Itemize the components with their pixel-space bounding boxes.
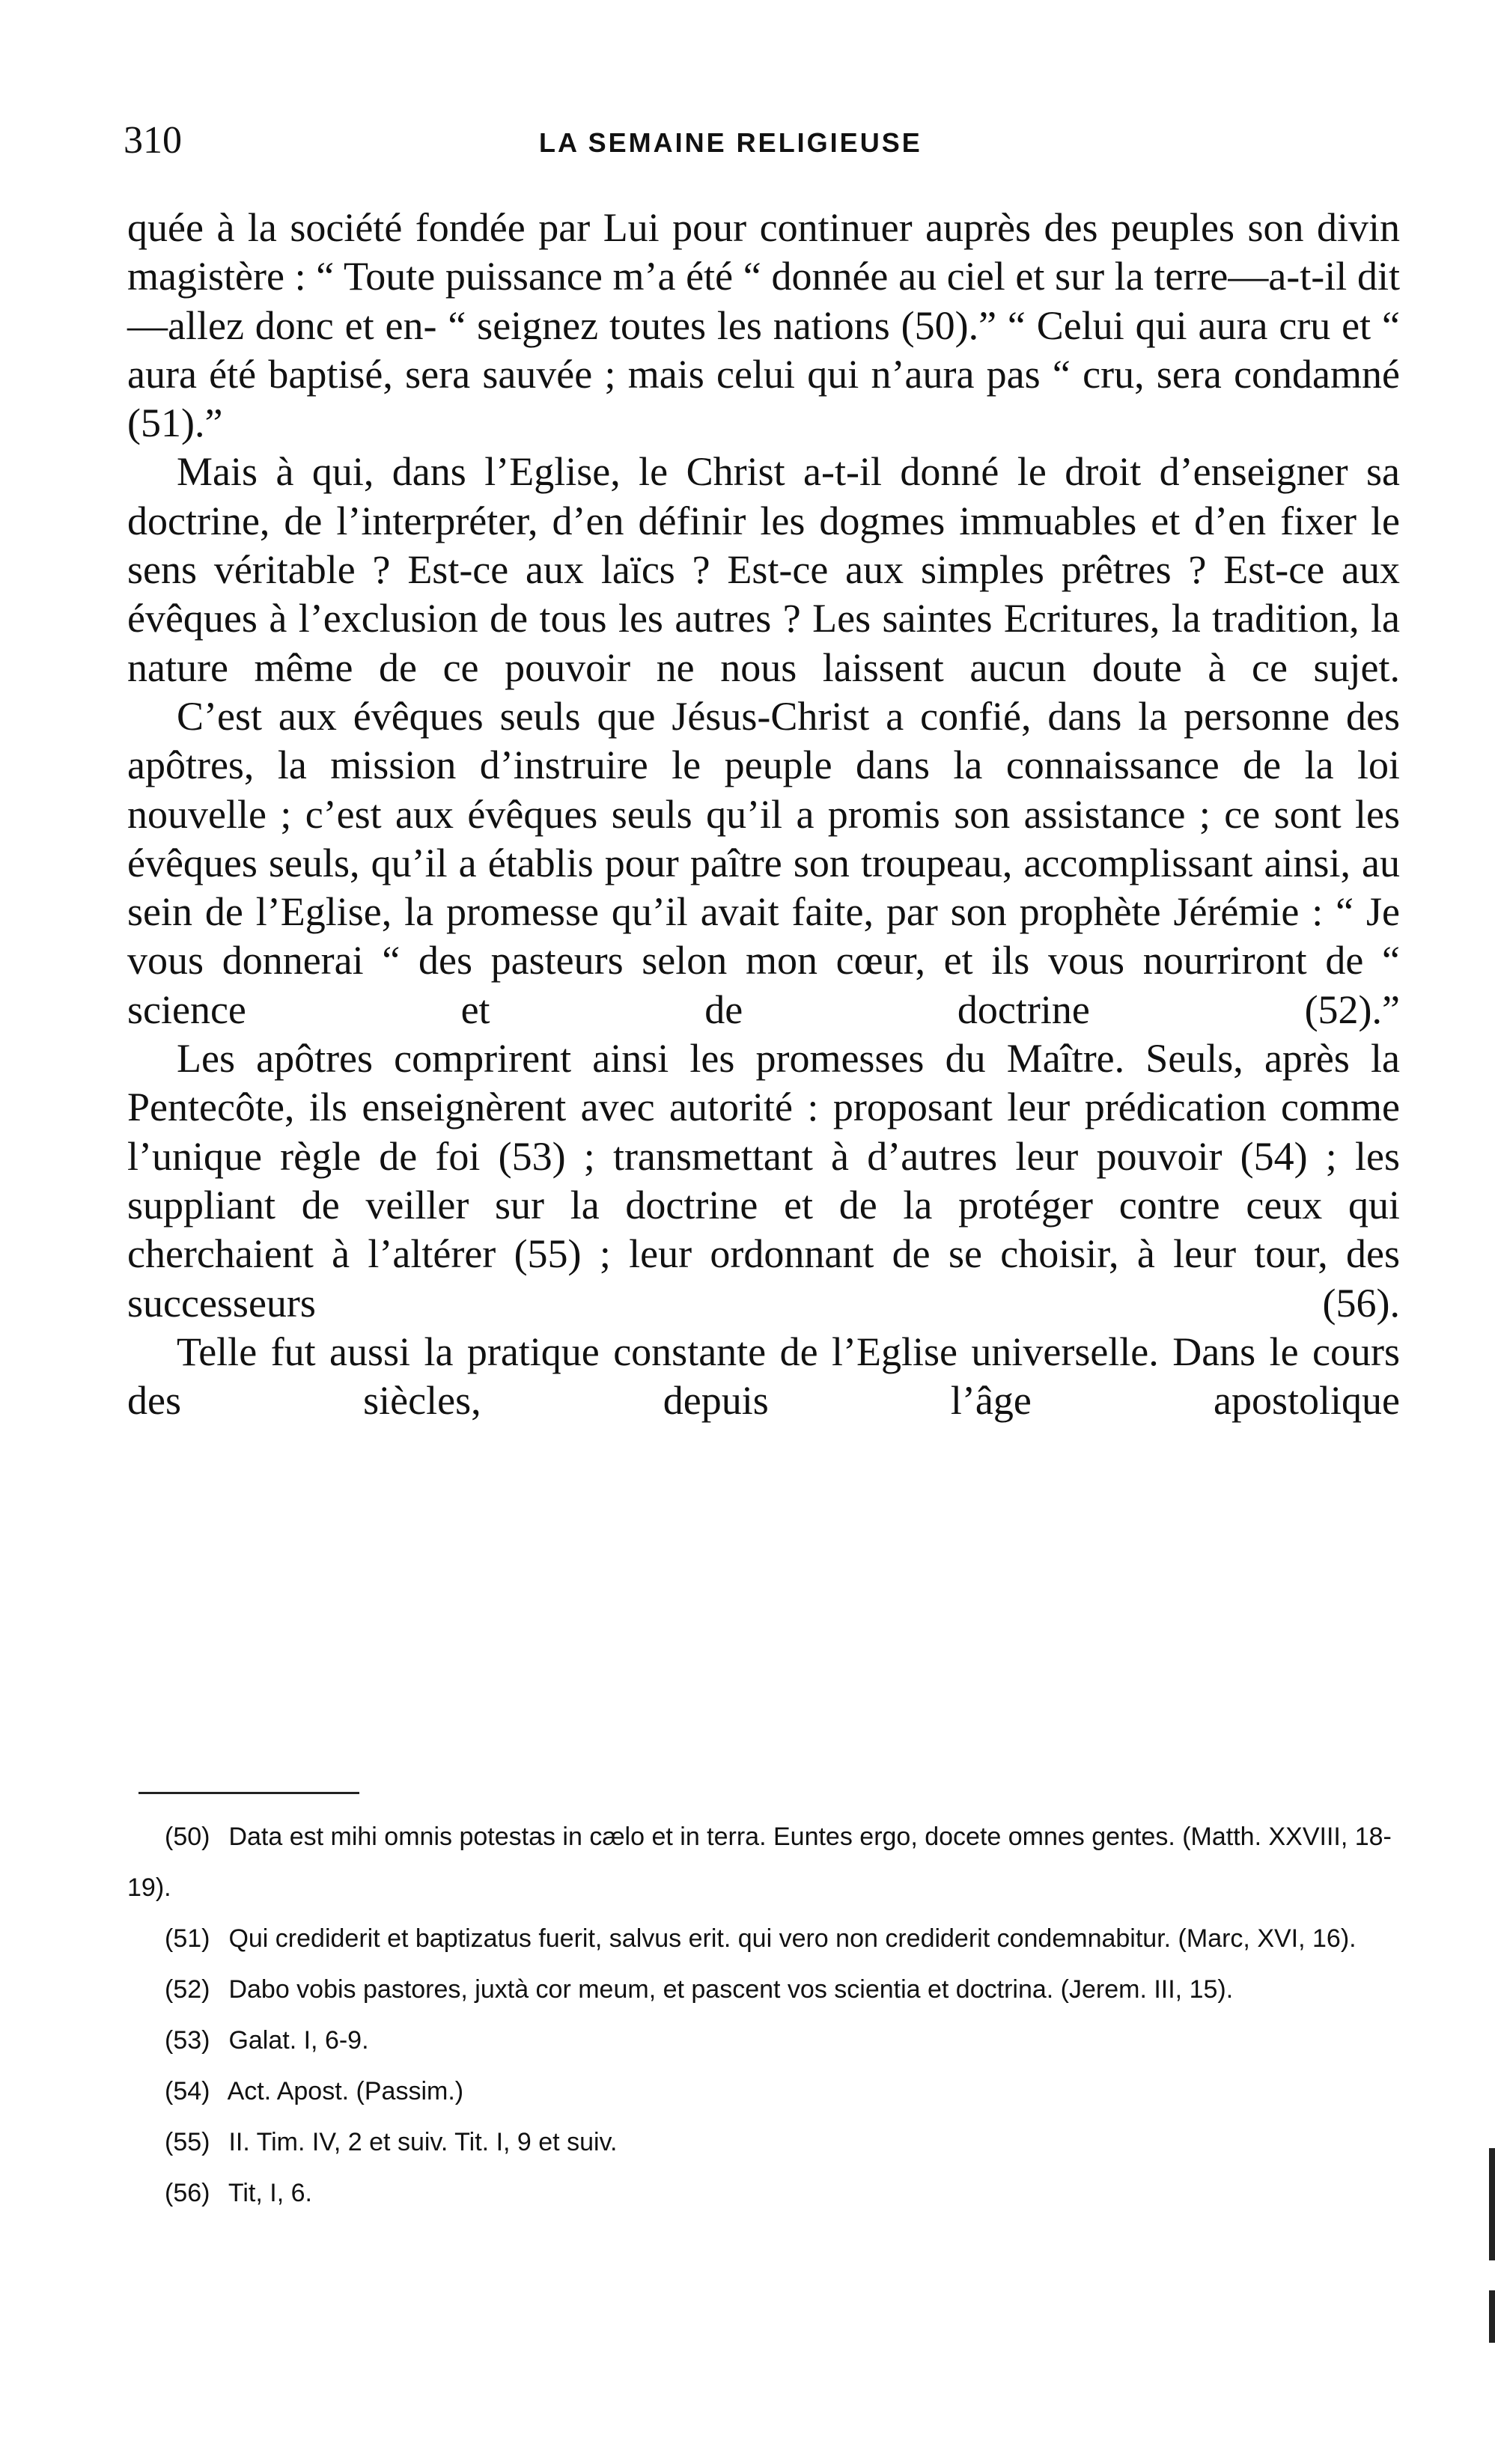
footnote-text: Act. Apost. (Passim.): [227, 2077, 464, 2105]
footnote: [90, 1913, 1400, 1964]
footnote: [90, 1811, 1400, 1913]
footnote-text: II. Tim. IV, 2 et suiv. Tit. I, 9 et suiv.: [228, 2128, 618, 2156]
paragraph: Telle fut aussi la pratique constante de l’Eglise universelle. Dans le cours des siècles, depuis l’âge apostolique: [127, 1329, 1400, 1424]
footnotes: [127, 1811, 1400, 2218]
footnote-number: (54): [165, 2077, 210, 2105]
footnote-number: (55): [165, 2128, 210, 2156]
footnote: [90, 2168, 1400, 2218]
page-header: [124, 118, 1396, 163]
footnote-number: (50): [165, 1823, 210, 1851]
footnote-number: (52): [165, 1975, 210, 2004]
footnote-number: (51): [165, 1924, 210, 1953]
body-text: [127, 204, 1400, 1425]
footnote: [90, 2015, 1400, 2066]
footnote-text: Galat. I, 6-9.: [228, 2026, 369, 2055]
footnote-divider: [138, 1792, 359, 1794]
footnote: [90, 2066, 1400, 2117]
paragraph: C’est aux évêques seuls que Jésus-Christ a confié, dans la personne des apôtres, la mission d’instruire le peuple dans la connaissance de la loi nouvelle ; c’est aux évêques seuls qu’il a promis son assistance ; ce sont les évêques seuls, qu’il a établis pour paître son troupeau, accomplissant ainsi, au sein de l’Eglise, la promesse qu’il avait faite, par son prophète Jérémie : “ Je vous donnerai “ des pasteurs selon mon cœur, et ils vous nourriront de “ science et de doctrine (52).”: [127, 693, 1400, 1032]
footnote-text: Tit, I, 6.: [228, 2179, 312, 2207]
footnote: [90, 2117, 1400, 2168]
paragraph: Mais à qui, dans l’Eglise, le Christ a-t-il donné le droit d’enseigner sa doctrine, de l’interpréter, d’en définir les dogmes immuables et d’en fixer le sens véritable ? Est-ce aux laïcs ? Est-ce aux simples prêtres ? Est-ce aux évêques à l’exclusion de tous les autres ? Les saintes Ecritures, la tradition, la nature même de ce pouvoir ne nous laissent aucun doute à ce sujet.: [127, 449, 1400, 690]
footnote-number: (53): [165, 2026, 210, 2055]
footnote: [90, 1964, 1400, 2015]
scan-edge-mark: [1489, 2290, 1495, 2343]
paragraph: Les apôtres comprirent ainsi les promesses du Maître. Seuls, après la Pentecôte, ils enseignèrent avec autorité : proposant leur prédication comme l’unique règle de foi (53) ; transmettant à d’autres leur pouvoir (54) ; les suppliant de veiller sur la doctrine et de la protéger contre ceux qui cherchaient à l’altérer (55) ; leur ordonnant de se choisir, à leur tour, des successeurs (56).: [127, 1036, 1400, 1326]
footnote-number: (56): [165, 2179, 210, 2207]
scan-edge-mark: [1489, 2148, 1495, 2260]
page-number: 310: [124, 119, 182, 162]
paragraph: quée à la société fondée par Lui pour continuer auprès des peuples son divin magistère : “ Toute puissance m’a été “ donnée au ciel et sur la terre—a-t-il dit—allez donc et en- “ seignez toutes les nations (50).” “ Celui qui aura cru et “ aura été baptisé, sera sauvée ; mais celui qui n’aura pas “ cru, sera condamné (51).”: [127, 205, 1400, 446]
footnote-text: Dabo vobis pastores, juxtà cor meum, et pascent vos scientia et doctrina. (Jerem. III, 15).: [228, 1975, 1234, 2004]
running-title: LA SEMAINE RELIGIEUSE: [539, 127, 922, 158]
footnote-text: Qui crediderit et baptizatus fuerit, salvus erit. qui vero non crediderit condemnabitur. (Marc, XVI, 16).: [228, 1924, 1357, 1953]
footnote-text: Data est mihi omnis potestas in cælo et in terra. Euntes ergo, docete omnes gentes. (Matth. XXVIII, 18-19).: [127, 1823, 1392, 1902]
